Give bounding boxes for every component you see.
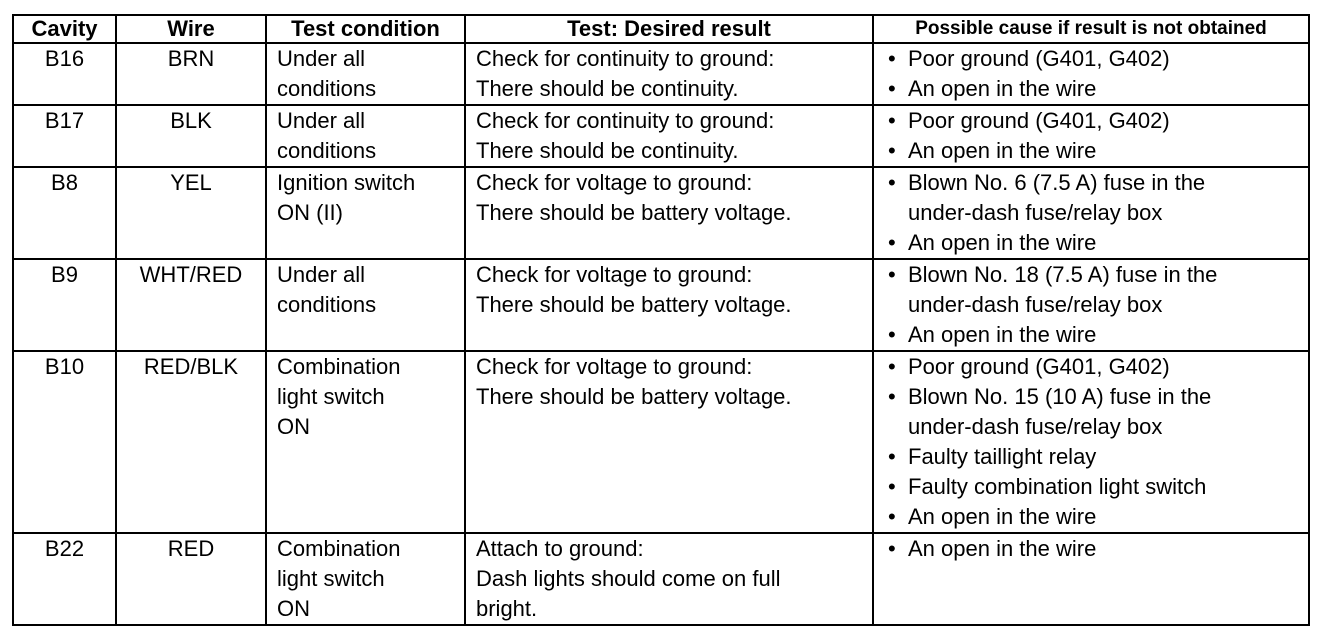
- table-row: [13, 533, 1309, 625]
- desired-result-cell: [465, 533, 873, 625]
- possible-cause-cell: [873, 533, 1309, 625]
- desired-result-line: There should be battery voltage.: [476, 292, 792, 317]
- bullet-icon: •: [888, 46, 896, 71]
- test-condition-line: light switch: [277, 566, 385, 591]
- header-row: [13, 15, 1309, 43]
- header-wire: Wire: [116, 15, 266, 43]
- test-condition-line: conditions: [277, 76, 377, 101]
- desired-result-line: There should be battery voltage.: [476, 384, 792, 409]
- cause-item: [880, 136, 1308, 166]
- cause-text: Blown No. 18 (7.5 A) fuse in the: [908, 262, 1218, 287]
- bullet-icon: •: [888, 384, 896, 409]
- cavity-cell: B22: [13, 533, 116, 625]
- cavity-cell: B17: [13, 105, 116, 167]
- possible-cause-cell: [873, 351, 1309, 533]
- header-test-condition: Test condition: [266, 15, 465, 43]
- cause-list: [880, 168, 1308, 258]
- possible-cause-cell: [873, 105, 1309, 167]
- test-condition-cell: [266, 533, 465, 625]
- header-possible-cause: Possible cause if result is not obtained: [873, 15, 1309, 43]
- test-condition-line: Ignition switch: [277, 170, 416, 195]
- cause-item: [880, 442, 1308, 472]
- bullet-icon: •: [888, 504, 896, 529]
- cause-item: [880, 320, 1308, 350]
- desired-result-line: There should be continuity.: [476, 76, 739, 101]
- test-condition-cell: [266, 351, 465, 533]
- test-condition-line: conditions: [277, 138, 377, 163]
- cavity-cell: B10: [13, 351, 116, 533]
- cause-text: Poor ground (G401, G402): [908, 46, 1170, 71]
- table-row: [13, 105, 1309, 167]
- desired-result-line: There should be continuity.: [476, 138, 739, 163]
- desired-result-line: bright.: [476, 596, 538, 621]
- cause-text: Faulty combination light switch: [908, 474, 1207, 499]
- bullet-icon: •: [888, 262, 896, 287]
- desired-result-cell: [465, 351, 873, 533]
- cause-text: An open in the wire: [908, 76, 1097, 101]
- cause-item: [880, 260, 1308, 320]
- cause-text: An open in the wire: [908, 536, 1097, 561]
- wire-cell: RED: [116, 533, 266, 625]
- wire-cell: BRN: [116, 43, 266, 105]
- bullet-icon: •: [888, 230, 896, 255]
- desired-result-line: Attach to ground:: [476, 536, 644, 561]
- possible-cause-cell: [873, 43, 1309, 105]
- cause-item: [880, 106, 1308, 136]
- cause-item: [880, 534, 1308, 564]
- bullet-icon: •: [888, 354, 896, 379]
- cause-text: Blown No. 15 (10 A) fuse in the: [908, 384, 1212, 409]
- desired-result-line: Check for continuity to ground:: [476, 46, 775, 71]
- cavity-cell: B8: [13, 167, 116, 259]
- cause-text: An open in the wire: [908, 504, 1097, 529]
- wire-cell: YEL: [116, 167, 266, 259]
- cause-item: [880, 168, 1308, 228]
- bullet-icon: •: [888, 138, 896, 163]
- desired-result-line: There should be battery voltage.: [476, 200, 792, 225]
- cause-item: [880, 502, 1308, 532]
- cause-item: [880, 382, 1308, 442]
- bullet-icon: •: [888, 536, 896, 561]
- cause-item: [880, 44, 1308, 74]
- test-condition-cell: [266, 259, 465, 351]
- wire-test-table: [12, 14, 1310, 626]
- cause-list: [880, 534, 1308, 564]
- desired-result-line: Check for voltage to ground:: [476, 354, 753, 379]
- possible-cause-cell: [873, 259, 1309, 351]
- test-condition-line: Under all: [277, 262, 366, 287]
- bullet-icon: •: [888, 76, 896, 101]
- desired-result-cell: [465, 167, 873, 259]
- possible-cause-cell: [873, 167, 1309, 259]
- test-condition-line: Under all: [277, 108, 366, 133]
- desired-result-cell: [465, 43, 873, 105]
- test-condition-cell: [266, 43, 465, 105]
- cause-item: [880, 228, 1308, 258]
- test-condition-line: Combination: [277, 536, 401, 561]
- test-condition-line: ON (II): [277, 200, 343, 225]
- cavity-cell: B9: [13, 259, 116, 351]
- test-condition-line: ON: [277, 596, 310, 621]
- header-desired-result: Test: Desired result: [465, 15, 873, 43]
- test-condition-line: Under all: [277, 46, 366, 71]
- cavity-cell: B16: [13, 43, 116, 105]
- cause-text: under-dash fuse/relay box: [908, 200, 1163, 225]
- test-condition-line: light switch: [277, 384, 385, 409]
- bullet-icon: •: [888, 474, 896, 499]
- cause-text: Faulty taillight relay: [908, 444, 1097, 469]
- desired-result-cell: [465, 259, 873, 351]
- table-row: [13, 167, 1309, 259]
- cause-text: under-dash fuse/relay box: [908, 414, 1163, 439]
- test-condition-line: conditions: [277, 292, 377, 317]
- cause-text: An open in the wire: [908, 138, 1097, 163]
- test-condition-cell: [266, 167, 465, 259]
- cause-item: [880, 472, 1308, 502]
- cause-text: An open in the wire: [908, 230, 1097, 255]
- bullet-icon: •: [888, 108, 896, 133]
- cause-list: [880, 106, 1308, 166]
- cause-text: Blown No. 6 (7.5 A) fuse in the: [908, 170, 1206, 195]
- desired-result-line: Check for continuity to ground:: [476, 108, 775, 133]
- cause-text: Poor ground (G401, G402): [908, 108, 1170, 133]
- header-cavity: Cavity: [13, 15, 116, 43]
- cause-item: [880, 74, 1308, 104]
- bullet-icon: •: [888, 170, 896, 195]
- cause-text: under-dash fuse/relay box: [908, 292, 1163, 317]
- wire-cell: RED/BLK: [116, 351, 266, 533]
- desired-result-line: Dash lights should come on full: [476, 566, 781, 591]
- cause-text: Poor ground (G401, G402): [908, 354, 1170, 379]
- table-row: [13, 351, 1309, 533]
- test-condition-line: ON: [277, 414, 310, 439]
- cause-list: [880, 260, 1308, 350]
- cause-text: An open in the wire: [908, 322, 1097, 347]
- test-condition-line: Combination: [277, 354, 401, 379]
- desired-result-cell: [465, 105, 873, 167]
- test-condition-cell: [266, 105, 465, 167]
- cause-list: [880, 44, 1308, 104]
- wire-cell: BLK: [116, 105, 266, 167]
- cause-list: [880, 352, 1308, 532]
- table-row: [13, 43, 1309, 105]
- bullet-icon: •: [888, 444, 896, 469]
- desired-result-line: Check for voltage to ground:: [476, 262, 753, 287]
- wire-cell: WHT/RED: [116, 259, 266, 351]
- table-row: [13, 259, 1309, 351]
- cause-item: [880, 352, 1308, 382]
- bullet-icon: •: [888, 322, 896, 347]
- desired-result-line: Check for voltage to ground:: [476, 170, 753, 195]
